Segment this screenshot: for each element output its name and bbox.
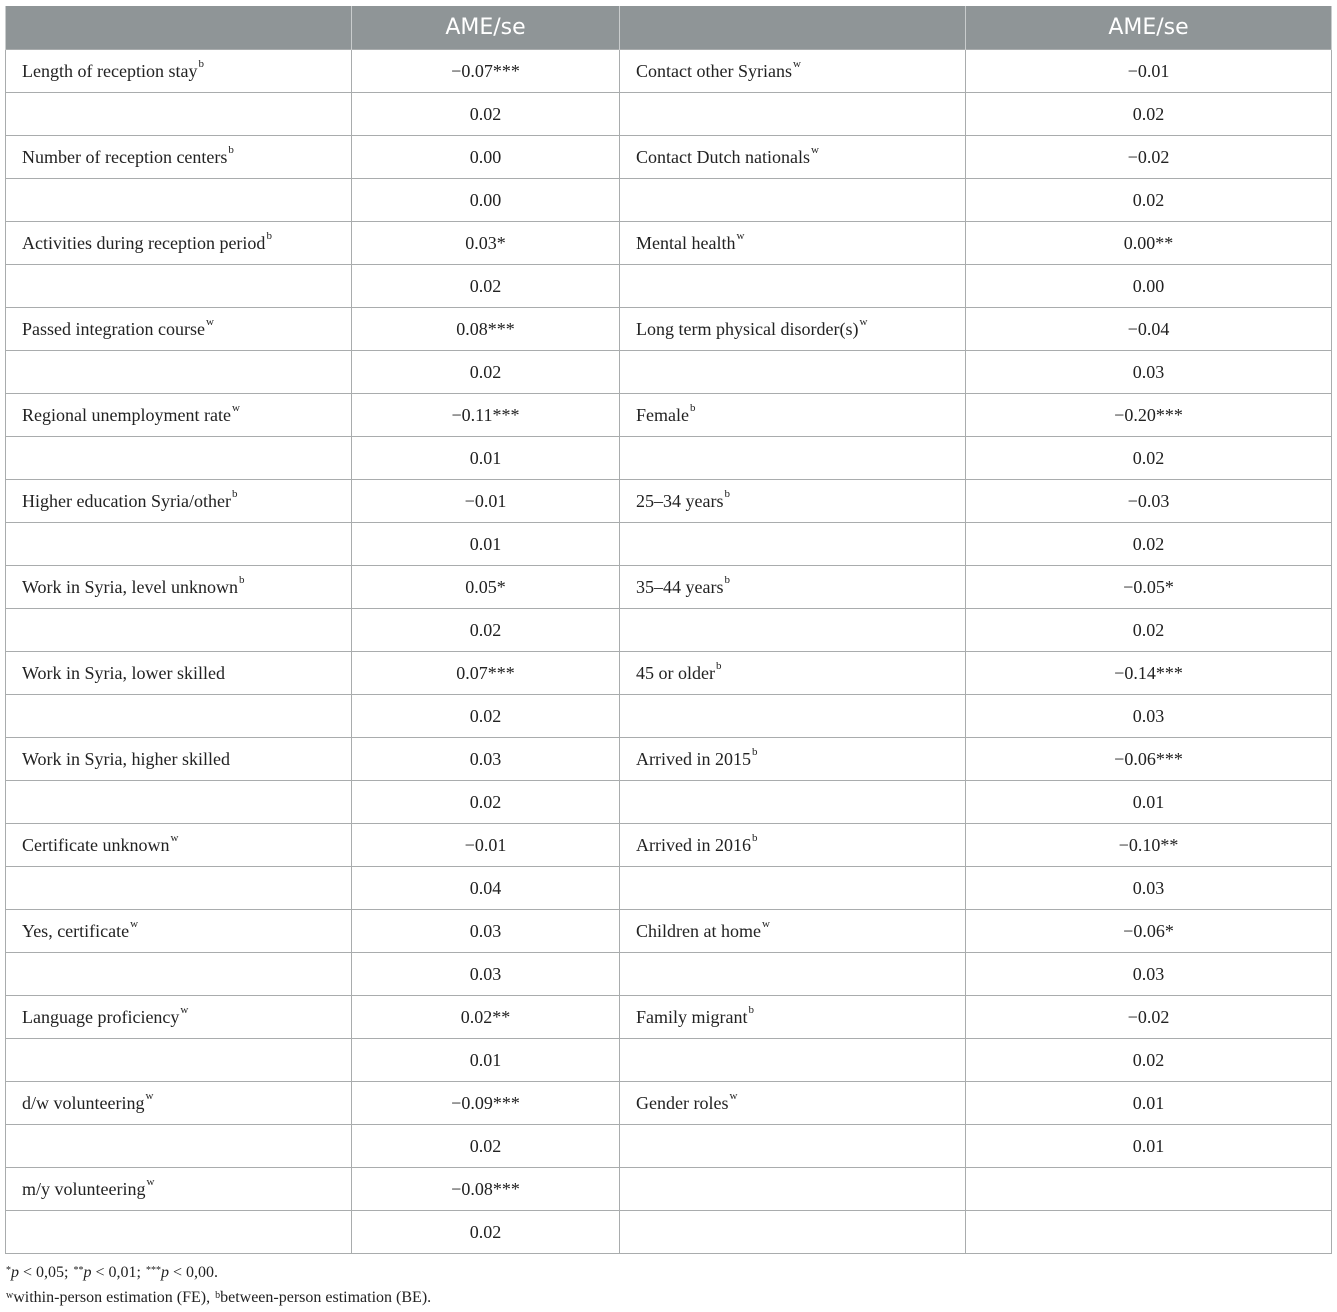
se-value-right: 0.03 [966,953,1332,996]
se-value-left: 0.02 [352,1211,620,1254]
ame-value-right: 0.00** [966,222,1332,265]
table-row-estimate [6,394,1332,437]
empty-cell-right [620,437,966,480]
table-row-se [6,523,1332,566]
variable-label-right [620,136,966,179]
table-row-se [6,179,1332,222]
header-variable-left [6,6,352,50]
table-row-se [6,437,1332,480]
variable-label-left [6,652,352,695]
se-value-right [966,1211,1332,1254]
se-value-left: 0.01 [352,523,620,566]
variable-label-right [620,824,966,867]
table-row-se [6,781,1332,824]
se-value-left: 0.02 [352,781,620,824]
empty-cell-left [6,1211,352,1254]
table-row-se [6,351,1332,394]
variable-label-right [620,1168,966,1211]
header-ame-left: AME/se [352,6,620,50]
table-row-se [6,1125,1332,1168]
empty-cell-left [6,265,352,308]
table-row-se [6,265,1332,308]
table-row-estimate [6,308,1332,351]
label-text: Length of reception stay [22,60,198,81]
label-sup: b [228,143,234,156]
ame-value-right: −0.05* [966,566,1332,609]
label-sup: b [724,487,730,500]
ame-value-left: −0.08*** [352,1168,620,1211]
within-sup: w [6,1290,14,1301]
label-text: Contact other Syrians [636,60,792,81]
ame-value-left: −0.09*** [352,1082,620,1125]
table-row-se [6,867,1332,910]
label-sup: w [792,57,801,70]
table-row-se [6,1039,1332,1082]
regression-table [5,6,1332,1254]
label-text: 25–34 years [636,490,724,511]
empty-cell-right [620,1039,966,1082]
table-row-se [6,953,1332,996]
empty-cell-left [6,1125,352,1168]
se-value-left: 0.02 [352,265,620,308]
p-symbol-2: p [83,1264,92,1281]
ame-value-left: 0.02** [352,996,620,1039]
se-value-left: 0.02 [352,1125,620,1168]
variable-label-left [6,738,352,781]
empty-cell-right [620,695,966,738]
label-sup: b [689,401,696,414]
ame-value-left: 0.03 [352,910,620,953]
variable-label-right [620,738,966,781]
ame-value-right [966,1168,1332,1211]
table-row-estimate [6,1082,1332,1125]
label-sup: w [736,229,745,242]
label-text: 35–44 years [636,576,724,597]
se-value-left: 0.02 [352,695,620,738]
label-text: Gender roles [636,1092,729,1113]
empty-cell-right [620,351,966,394]
table-row-estimate [6,910,1332,953]
label-sup: w [130,917,139,930]
label-text: Work in Syria, level unknown [22,576,239,597]
se-value-right: 0.02 [966,1039,1332,1082]
variable-label-right [620,1082,966,1125]
label-text: Language proficiency [22,1006,180,1027]
label-sup: w [810,143,819,156]
p-symbol-1: p [11,1264,19,1281]
variable-label-left [6,222,352,265]
empty-cell-left [6,609,352,652]
table-row-estimate [6,50,1332,93]
se-value-right: 0.03 [966,867,1332,910]
se-value-left: 0.01 [352,437,620,480]
ame-value-left: 0.03 [352,738,620,781]
table-row-estimate [6,222,1332,265]
table-row-estimate [6,480,1332,523]
variable-label-right [620,566,966,609]
variable-label-left [6,1082,352,1125]
empty-cell-left [6,953,352,996]
variable-label-right [620,996,966,1039]
variable-label-left [6,996,352,1039]
label-text: Regional unemployment rate [22,404,231,425]
ame-value-right: −0.04 [966,308,1332,351]
ame-value-left: −0.11*** [352,394,620,437]
regression-table-container [5,6,1331,1254]
empty-cell-left [6,1039,352,1082]
label-text: 45 or older [636,662,715,683]
label-text: Work in Syria, higher skilled [22,748,231,769]
variable-label-right [620,50,966,93]
label-sup: b [748,1003,754,1016]
header-ame-right: AME/se [966,6,1332,50]
table-row-se [6,93,1332,136]
label-sup: w [170,831,179,844]
table-row-estimate [6,738,1332,781]
ame-value-left: 0.08*** [352,308,620,351]
variable-label-right [620,480,966,523]
label-text: Number of reception centers [22,146,228,167]
label-sup: b [239,573,245,586]
ame-value-right: −0.03 [966,480,1332,523]
ame-value-right: −0.14*** [966,652,1332,695]
se-value-right: 0.01 [966,1125,1332,1168]
sig-threshold-3: < 0,00. [168,1264,218,1281]
se-value-left: 0.02 [352,609,620,652]
label-text: Higher education Syria/other [22,490,231,511]
empty-cell-left [6,523,352,566]
table-row-estimate [6,996,1332,1039]
variable-label-left [6,394,352,437]
ame-value-left: −0.01 [352,824,620,867]
significance-note [5,1262,431,1287]
table-row-estimate [6,652,1332,695]
ame-value-right: −0.02 [966,136,1332,179]
label-sup: b [715,659,722,672]
label-sup: w [146,1175,155,1188]
se-value-right: 0.03 [966,351,1332,394]
empty-cell-right [620,93,966,136]
table-row-estimate [6,1168,1332,1211]
header-variable-right [620,6,966,50]
empty-cell-left [6,437,352,480]
empty-cell-right [620,867,966,910]
empty-cell-left [6,351,352,394]
table-row-se [6,1211,1332,1254]
se-value-right: 0.02 [966,609,1332,652]
empty-cell-right [620,1125,966,1168]
table-row-se [6,695,1332,738]
label-text: Activities during reception period [22,232,266,253]
ame-value-left: 0.05* [352,566,620,609]
table-header-row [6,6,1332,50]
se-value-right: 0.02 [966,437,1332,480]
label-sup: w [761,917,770,930]
sig-threshold-2: < 0,01; [91,1264,145,1281]
variable-label-right [620,394,966,437]
label-text: Arrived in 2015 [636,748,751,769]
empty-cell-right [620,609,966,652]
within-text: within-person estimation (FE), [13,1289,215,1306]
empty-cell-right [620,523,966,566]
label-text: Yes, certificate [22,920,130,941]
ame-value-left: 0.00 [352,136,620,179]
empty-cell-left [6,867,352,910]
se-value-right: 0.02 [966,179,1332,222]
ame-value-right: −0.10** [966,824,1332,867]
label-sup: b [751,831,758,844]
label-text: Certificate unknown [22,834,170,855]
ame-value-right: −0.06* [966,910,1332,953]
label-sup: w [859,315,868,328]
between-text: between-person estimation (BE). [220,1289,432,1306]
label-text: Contact Dutch nationals [636,146,810,167]
empty-cell-right [620,265,966,308]
ame-value-left: −0.01 [352,480,620,523]
variable-label-right [620,652,966,695]
table-row-estimate [6,824,1332,867]
se-value-right: 0.02 [966,93,1332,136]
ame-value-right: 0.01 [966,1082,1332,1125]
variable-label-left [6,136,352,179]
empty-cell-right [620,781,966,824]
table-row-estimate [6,136,1332,179]
variable-label-left [6,1168,352,1211]
label-sup: b [751,745,758,758]
label-text: Female [636,404,689,425]
label-sup: w [180,1003,189,1016]
empty-cell-left [6,93,352,136]
label-text: Passed integration course [22,318,205,339]
ame-value-right: −0.06*** [966,738,1332,781]
variable-label-left [6,566,352,609]
label-text: Arrived in 2016 [636,834,751,855]
label-sup: w [729,1089,738,1102]
empty-cell-left [6,781,352,824]
sig-star-3: *** [145,1265,161,1276]
se-value-right: 0.00 [966,265,1332,308]
variable-label-left [6,824,352,867]
empty-cell-left [6,179,352,222]
se-value-left: 0.02 [352,351,620,394]
variable-label-left [6,910,352,953]
se-value-left: 0.03 [352,953,620,996]
label-sup: b [198,57,204,70]
label-text: d/w volunteering [22,1092,145,1113]
sig-star-2: ** [73,1265,84,1276]
ame-value-right: −0.01 [966,50,1332,93]
se-value-right: 0.03 [966,695,1332,738]
label-text: Long term physical disorder(s) [636,318,859,339]
ame-value-right: −0.20*** [966,394,1332,437]
label-sup: b [724,573,730,586]
label-sup: w [231,401,240,414]
label-text: Family migrant [636,1006,748,1027]
between-sup: b [215,1290,221,1301]
variable-label-right [620,222,966,265]
variable-label-right [620,910,966,953]
label-text: Children at home [636,920,761,941]
empty-cell-right [620,1211,966,1254]
se-value-right: 0.02 [966,523,1332,566]
label-sup: b [266,229,272,242]
variable-label-right [620,308,966,351]
table-body [6,50,1332,1254]
empty-cell-left [6,695,352,738]
label-text: Mental health [636,232,736,253]
se-value-left: 0.01 [352,1039,620,1082]
empty-cell-right [620,953,966,996]
variable-label-left [6,480,352,523]
label-text: Work in Syria, lower skilled [22,662,226,683]
se-value-right: 0.01 [966,781,1332,824]
ame-value-right: −0.02 [966,996,1332,1039]
label-sup: w [205,315,214,328]
label-sup: w [145,1089,154,1102]
label-text: m/y volunteering [22,1178,146,1199]
sig-threshold-1: < 0,05; [19,1264,73,1281]
se-value-left: 0.02 [352,93,620,136]
ame-value-left: −0.07*** [352,50,620,93]
table-row-se [6,609,1332,652]
empty-cell-right [620,179,966,222]
estimation-note [5,1287,431,1312]
ame-value-left: 0.07*** [352,652,620,695]
se-value-left: 0.04 [352,867,620,910]
table-footnotes [5,1262,431,1312]
table-row-estimate [6,566,1332,609]
variable-label-left [6,50,352,93]
p-symbol-3: p [160,1264,169,1281]
se-value-left: 0.00 [352,179,620,222]
label-sup: b [231,487,238,500]
variable-label-left [6,308,352,351]
sig-star-1: * [6,1265,11,1276]
ame-value-left: 0.03* [352,222,620,265]
